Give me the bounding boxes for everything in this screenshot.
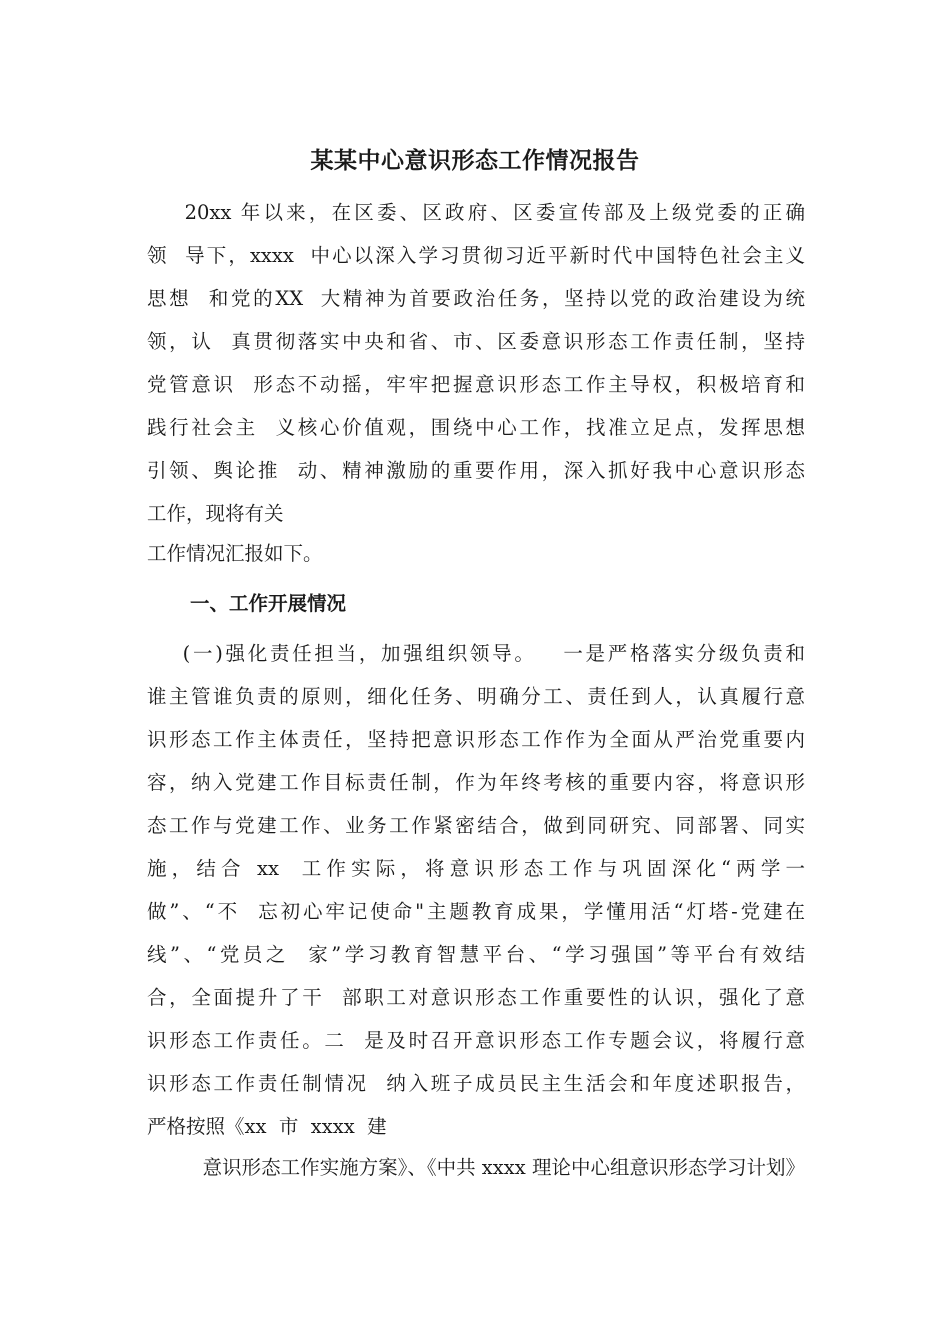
intro-line-1: 20xx 年以来，在区委、区政府、区委宣传部及上级党委的正确 [147,201,805,224]
intro-line-7: 引领、舆论推 动、精神激励的重要作用，深入抓好我中心意识形态 [147,459,805,482]
body-line-9: 合，全面提升了干 部职工对意识形态工作重要性的认识，强化了意 [147,986,805,1009]
document-title: 某某中心意识形态工作情况报告 [310,148,640,174]
body-line-12: 严格按照《xx 市 xxxx 建 [147,1115,387,1138]
body-line-11: 识形态工作责任制情况 纳入班子成员民主生活会和年度述职报告， [147,1072,805,1095]
intro-line-4: 领，认 真贯彻落实中央和省、市、区委意识形态工作责任制，坚持 [147,330,805,353]
body-line-4: 容，纳入党建工作目标责任制，作为年终考核的重要内容，将意识形 [147,771,805,794]
body-line-2: 谁主管谁负责的原则，细化任务、明确分工、责任到人，认真履行意 [147,685,805,708]
intro-line-5: 党管意识 形态不动摇，牢牢把握意识形态工作主导权，积极培育和 [147,373,805,396]
intro-line-8: 工作，现将有关 [147,502,284,525]
body-line-7: 做”、“不 忘初心牢记使命"主题教育成果，学懂用活“灯塔-党建在 [147,900,805,923]
document-tail-text: 意识形态工作实施方案》、《中共 xxxx 理论中心组意识形态学习计划》 [202,1156,805,1179]
intro-line-3: 思想 和党的XX 大精神为首要政治任务，坚持以党的政治建设为统 [147,287,805,310]
intro-line-2: 领 导下，xxxx 中心以深入学习贯彻习近平新时代中国特色社会主义 [147,244,805,267]
body-line-8: 线”、“党员之 家”学习教育智慧平台、“学习强国”等平台有效结 [147,943,805,966]
body-line-10: 识形态工作责任。二 是及时召开意识形态工作专题会议，将履行意 [147,1029,805,1052]
body-line-1: (一)强化责任担当，加强组织领导。 一是严格落实分级负责和 [147,642,805,665]
body-line-3: 识形态工作主体责任，坚持把意识形态工作作为全面从严治党重要内 [147,728,805,751]
section-heading: 一、工作开展情况 [190,592,347,615]
body-line-5: 态工作与党建工作、业务工作紧密结合，做到同研究、同部署、同实 [147,814,805,837]
intro-line-9: 工作情况汇报如下。 [147,542,323,565]
body-line-6: 施，结合 xx 工作实际，将意识形态工作与巩固深化“两学一 [147,857,805,880]
intro-line-6: 践行社会主 义核心价值观，围绕中心工作，找准立足点，发挥思想 [147,416,805,439]
